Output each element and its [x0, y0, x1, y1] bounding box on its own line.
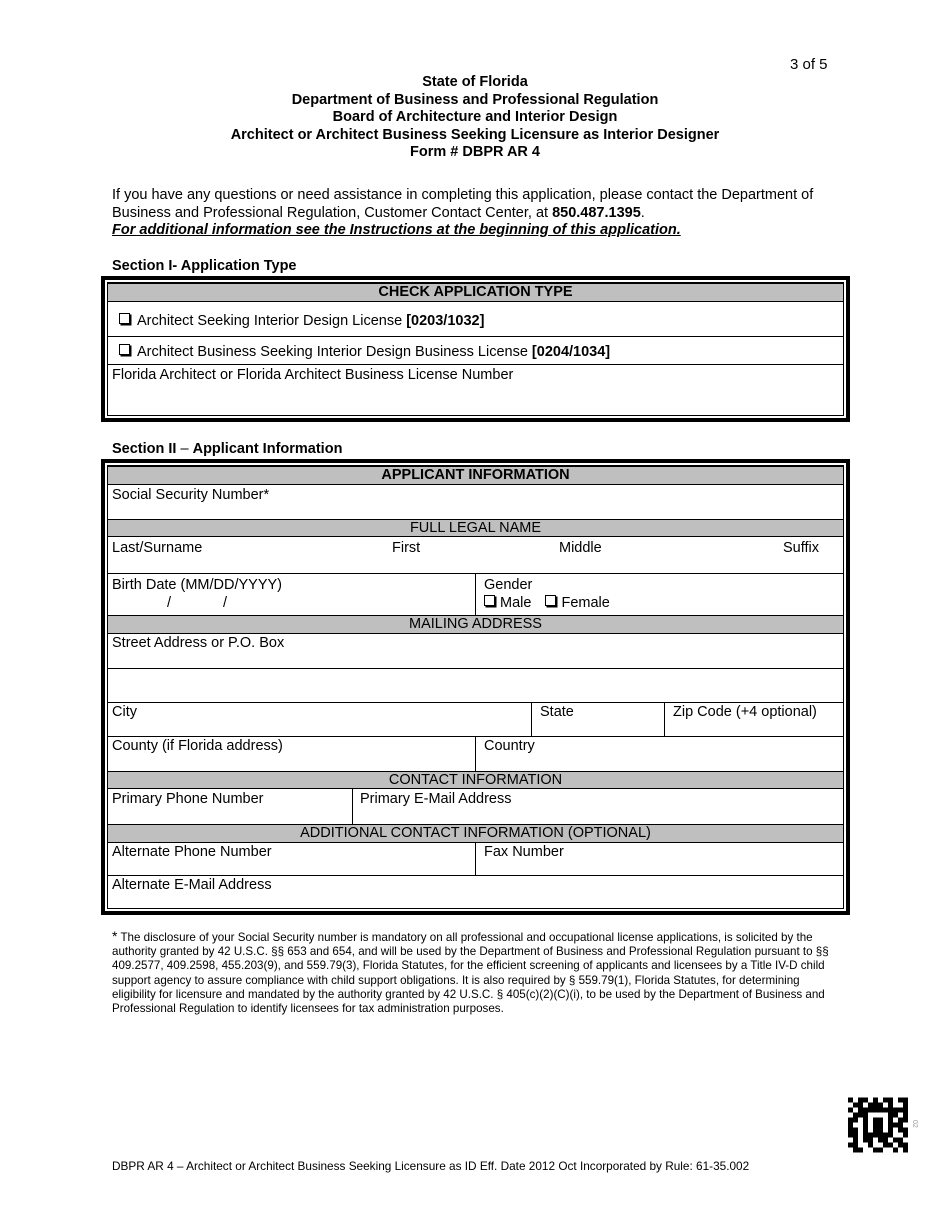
ssn-field[interactable] — [108, 504, 843, 519]
first-name-label: First — [392, 540, 421, 556]
section1-title: Section I- Application Type — [112, 258, 297, 274]
section2-title-dash: – — [176, 441, 193, 457]
last-name-label: Last/Surname — [112, 540, 203, 556]
ssn-label: Social Security Number* — [112, 487, 270, 503]
checkbox-icon[interactable] — [119, 313, 130, 324]
license-number-label: Florida Architect or Florida Architect Business License Number — [112, 367, 514, 383]
option1-code: [0203/1032] — [406, 313, 485, 329]
section2-title-b: Applicant Information — [192, 441, 343, 457]
applicant-info-box — [101, 459, 850, 915]
intro-period: . — [640, 204, 645, 221]
qr-code-icon — [848, 1097, 908, 1153]
header-line-title: Architect or Architect Business Seeking Licensure as Interior Designer — [230, 126, 720, 143]
primary-phone-label: Primary Phone Number — [112, 791, 264, 807]
zip-code-label: Zip Code (+4 optional) — [673, 704, 817, 720]
option1-text: Architect Seeking Interior Design License — [137, 313, 407, 329]
checkbox-icon[interactable] — [545, 595, 556, 606]
header-line-state: State of Florida — [422, 74, 528, 90]
option2-text: Architect Business Seeking Interior Design Business License — [137, 344, 532, 360]
additional-contact-header: ADDITIONAL CONTACT INFORMATION (OPTIONAL) — [108, 824, 843, 843]
ssn-disclosure-footnote — [112, 929, 838, 1016]
birth-date-slash-2: / — [223, 595, 228, 611]
gender-options — [484, 595, 610, 611]
intro-paragraph — [112, 187, 832, 240]
check-application-type-header: CHECK APPLICATION TYPE — [108, 283, 843, 302]
fax-number-label: Fax Number — [484, 844, 564, 860]
city-label: City — [112, 704, 137, 720]
contact-information-header: CONTACT INFORMATION — [108, 771, 843, 789]
gender-label: Gender — [484, 577, 533, 593]
gender-male-option[interactable] — [484, 595, 531, 611]
header-line-board: Board of Architecture and Interior Design — [332, 109, 618, 125]
application-type-box — [101, 276, 850, 422]
license-number-field[interactable] — [112, 385, 839, 415]
state-label: State — [540, 704, 574, 720]
page-number: 3 of 5 — [790, 56, 828, 73]
alternate-phone-label: Alternate Phone Number — [112, 844, 272, 860]
footnote-text: The disclosure of your Social Security number is mandatory on all professional and occupational license applications, is solicited by the authority granted by 42 U.S.C. §§ 653 and 654, and will be used by the Department of Business and Professional Regulation pursuant to §§ 409.2577, 409.2598, 455.203(9), and 559.79(3), Florida Statutes, for the efficient screening of applicants and licensees by a Title IV-D child support agency to assure compliance with child support obligations. It is also required by § 559.79(1), Florida Statutes, for determining eligibility for licensure and mandated by the authority granted by 42 U.S.C. § 405(c)(2)(C)(i), to be used by the Department of Business and Professional Regulation to identify licensees for tax administration purposes. — [112, 931, 829, 1016]
checkbox-icon[interactable] — [119, 344, 130, 355]
section2-title — [112, 441, 342, 457]
header-line-department: Department of Business and Professional Regulation — [291, 91, 659, 108]
suffix-label: Suffix — [783, 540, 820, 556]
option2-code: [0204/1034] — [531, 344, 611, 360]
applicant-information-header: APPLICANT INFORMATION — [108, 466, 843, 485]
intro-text: If you have any questions or need assistance in completing this application, please contact the Department of Business and Professional Regulation, Customer Contact Center, at — [112, 187, 814, 221]
header-line-form-number: Form # DBPR AR 4 — [410, 144, 540, 160]
male-label: Male — [500, 595, 532, 611]
county-label: County (if Florida address) — [112, 738, 283, 754]
alternate-email-label: Alternate E-Mail Address — [112, 877, 272, 893]
page-footer: DBPR AR 4 – Architect or Architect Business Seeking Licensure as ID Eff. Date 2012 Oct Incorporated by Rule: 61-35.002 — [112, 1159, 750, 1173]
contact-phone: 850.487.1395 — [552, 204, 641, 221]
qr-side-text: 02 — [911, 1120, 918, 1128]
gender-female-option[interactable] — [545, 595, 609, 611]
footnote-star: * — [112, 928, 118, 944]
primary-email-label: Primary E-Mail Address — [360, 791, 512, 807]
option-interior-design-business-license[interactable] — [119, 344, 610, 360]
form-header — [0, 74, 950, 162]
full-legal-name-header: FULL LEGAL NAME — [108, 519, 843, 537]
mailing-address-header: MAILING ADDRESS — [108, 615, 843, 634]
female-label: Female — [561, 595, 610, 611]
birth-date-slash-1: / — [167, 595, 172, 611]
checkbox-icon[interactable] — [484, 595, 495, 606]
street-address-line2-field[interactable] — [108, 669, 843, 702]
additional-info-note: For additional information see the Instructions at the beginning of this application. — [112, 222, 681, 238]
section2-title-a: Section II — [112, 441, 177, 457]
birth-date-label: Birth Date (MM/DD/YYYY) — [112, 577, 282, 593]
country-label: Country — [484, 738, 535, 754]
street-address-label: Street Address or P.O. Box — [112, 635, 285, 651]
middle-name-label: Middle — [559, 540, 602, 556]
option-interior-design-license[interactable] — [119, 313, 484, 329]
